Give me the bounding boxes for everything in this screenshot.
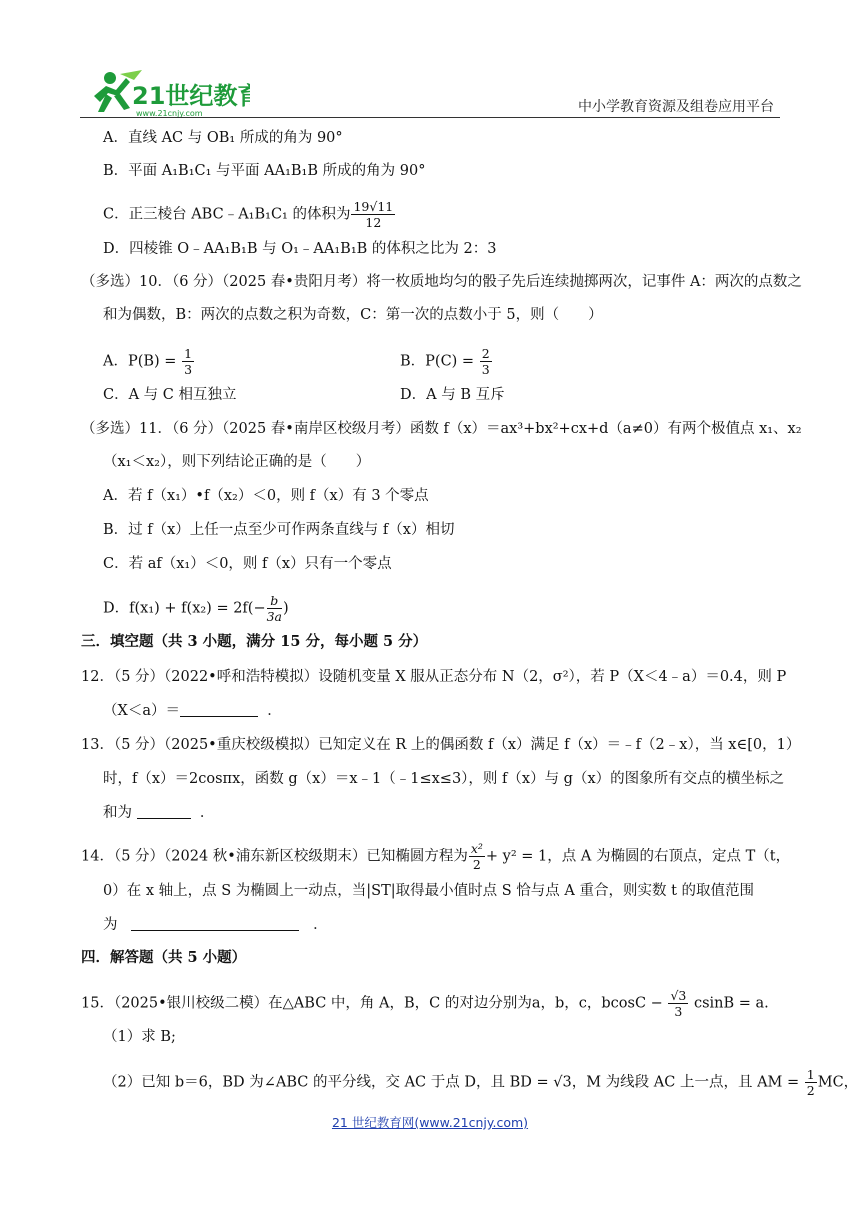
q11-stem-line1: （多选）11．（6 分）（2025 春•南岸区校级月考）函数 f（x）＝ax³+bx²+cx+d（a≠0）有两个极值点 x₁、x₂	[81, 421, 802, 437]
q12-line2: （X＜a）＝ ．	[103, 703, 282, 719]
footer-link[interactable]: 21 世纪教育网(www.21cnjy.com)	[331, 1115, 529, 1130]
site-logo	[80, 66, 250, 118]
q15-part1: （1）求 B;	[103, 1029, 176, 1045]
q9-option-d: D．四棱锥 O﹣AA₁B₁B 与 O₁﹣AA₁B₁B 的体积之比为 2：3	[103, 241, 497, 257]
q14-line3: 为 ．	[103, 917, 328, 933]
q10-stem-line1: （多选）10．（6 分）（2025 春•贵阳月考）将一枚质地均匀的骰子先后连续抛掷两次，记事件 A：两次的点数之	[81, 274, 802, 290]
q10-option-c: C．A 与 C 相互独立	[103, 387, 237, 403]
q15-part2: （2）已知 b＝6，BD 为∠ABC 的平分线，交 AC 于点 D，且 BD = √3，M 为线段 AC 上一点，且 AM = $\frac{1}{2}$ MC，	[103, 1067, 859, 1098]
q9-option-c-text: C．正三棱台 ABC﹣A₁B₁C₁ 的体积为	[103, 206, 351, 223]
q12-answer-blank[interactable]	[180, 702, 258, 717]
platform-name: 中小学教育资源及组卷应用平台	[578, 99, 774, 115]
q11-option-d: D．f(x₁) + f(x₂) = 2f(− $\frac{b}{3a}$ )	[103, 593, 289, 624]
q10-stem-line2: 和为偶数，B：两次的点数之积为奇数，C：第一次的点数小于 5，则（ ）	[103, 307, 603, 323]
q11-option-c: C．若 af（x₁）＜0，则 f（x）只有一个零点	[103, 556, 392, 572]
section-4-heading: 四．解答题（共 5 小题）	[81, 949, 247, 966]
q11-option-b: B．过 f（x）上任一点至少可作两条直线与 f（x）相切	[103, 522, 455, 538]
svg-text:21世纪教育: 21世纪教育	[132, 82, 250, 110]
q13-line2: 时，f（x）＝2cosπx，函数 g（x）＝x﹣1（﹣1≤x≤3），则 f（x）与 g（x）的图象所有交点的横坐标之	[103, 771, 785, 787]
runner-icon	[80, 66, 250, 118]
header-divider	[80, 117, 780, 118]
q10-option-a: A．P(B) = $\frac{1}{3}$	[103, 346, 193, 377]
q9-option-c	[103, 199, 396, 230]
q15-line1: 15．（2025•银川校级二模）在△ABC 中，角 A，B，C 的对边分别为a，b，c，bcosC − $\frac{√3}{3}$ csinB = a.	[81, 988, 769, 1019]
q13-line3: 和为 ．	[103, 805, 215, 821]
q13-line1: 13．（5 分）（2025•重庆校级模拟）已知定义在 R 上的偶函数 f（x）满足 f（x）＝﹣f（2﹣x），当 x∈[0，1）	[81, 737, 801, 753]
q9-option-a: A．直线 AC 与 OB₁ 所成的角为 90°	[103, 130, 343, 146]
q10-option-b: B．P(C) = $\frac{2}{3}$	[400, 346, 490, 377]
q13-answer-blank[interactable]	[137, 804, 191, 819]
svg-text:www.21cnjy.com: www.21cnjy.com	[136, 109, 203, 118]
q14-line1: 14．（5 分）（2024 秋•浦东新区校级期末）已知椭圆方程为 $\frac{\text{x²}}{2}$ + y² = 1，点 A 为椭圆的右顶点，定点 T（t，	[81, 841, 791, 872]
q14-line2: 0）在 x 轴上，点 S 为椭圆上一动点，当|ST|取得最小值时点 S 恰与点 A 重合，则实数 t 的取值范围	[103, 883, 755, 899]
q10-option-d: D．A 与 B 互斥	[400, 387, 505, 403]
q12-line1: 12．（5 分）（2022•呼和浩特模拟）设随机变量 X 服从正态分布 N（2，σ²），若 P（X＜4﹣a）＝0.4，则 P	[81, 669, 787, 685]
q14-answer-blank[interactable]	[131, 916, 299, 931]
q9-option-c-fraction: $\frac{19√11}{12}$	[353, 199, 394, 230]
section-3-heading: 三．填空题（共 3 小题，满分 15 分，每小题 5 分）	[81, 633, 428, 650]
q11-option-a: A．若 f（x₁）•f（x₂）＜0，则 f（x）有 3 个零点	[103, 488, 429, 504]
q11-stem-line2: （x₁＜x₂），则下列结论正确的是（ ）	[103, 454, 371, 470]
q9-option-b: B．平面 A₁B₁C₁ 与平面 AA₁B₁B 所成的角为 90°	[103, 163, 426, 179]
